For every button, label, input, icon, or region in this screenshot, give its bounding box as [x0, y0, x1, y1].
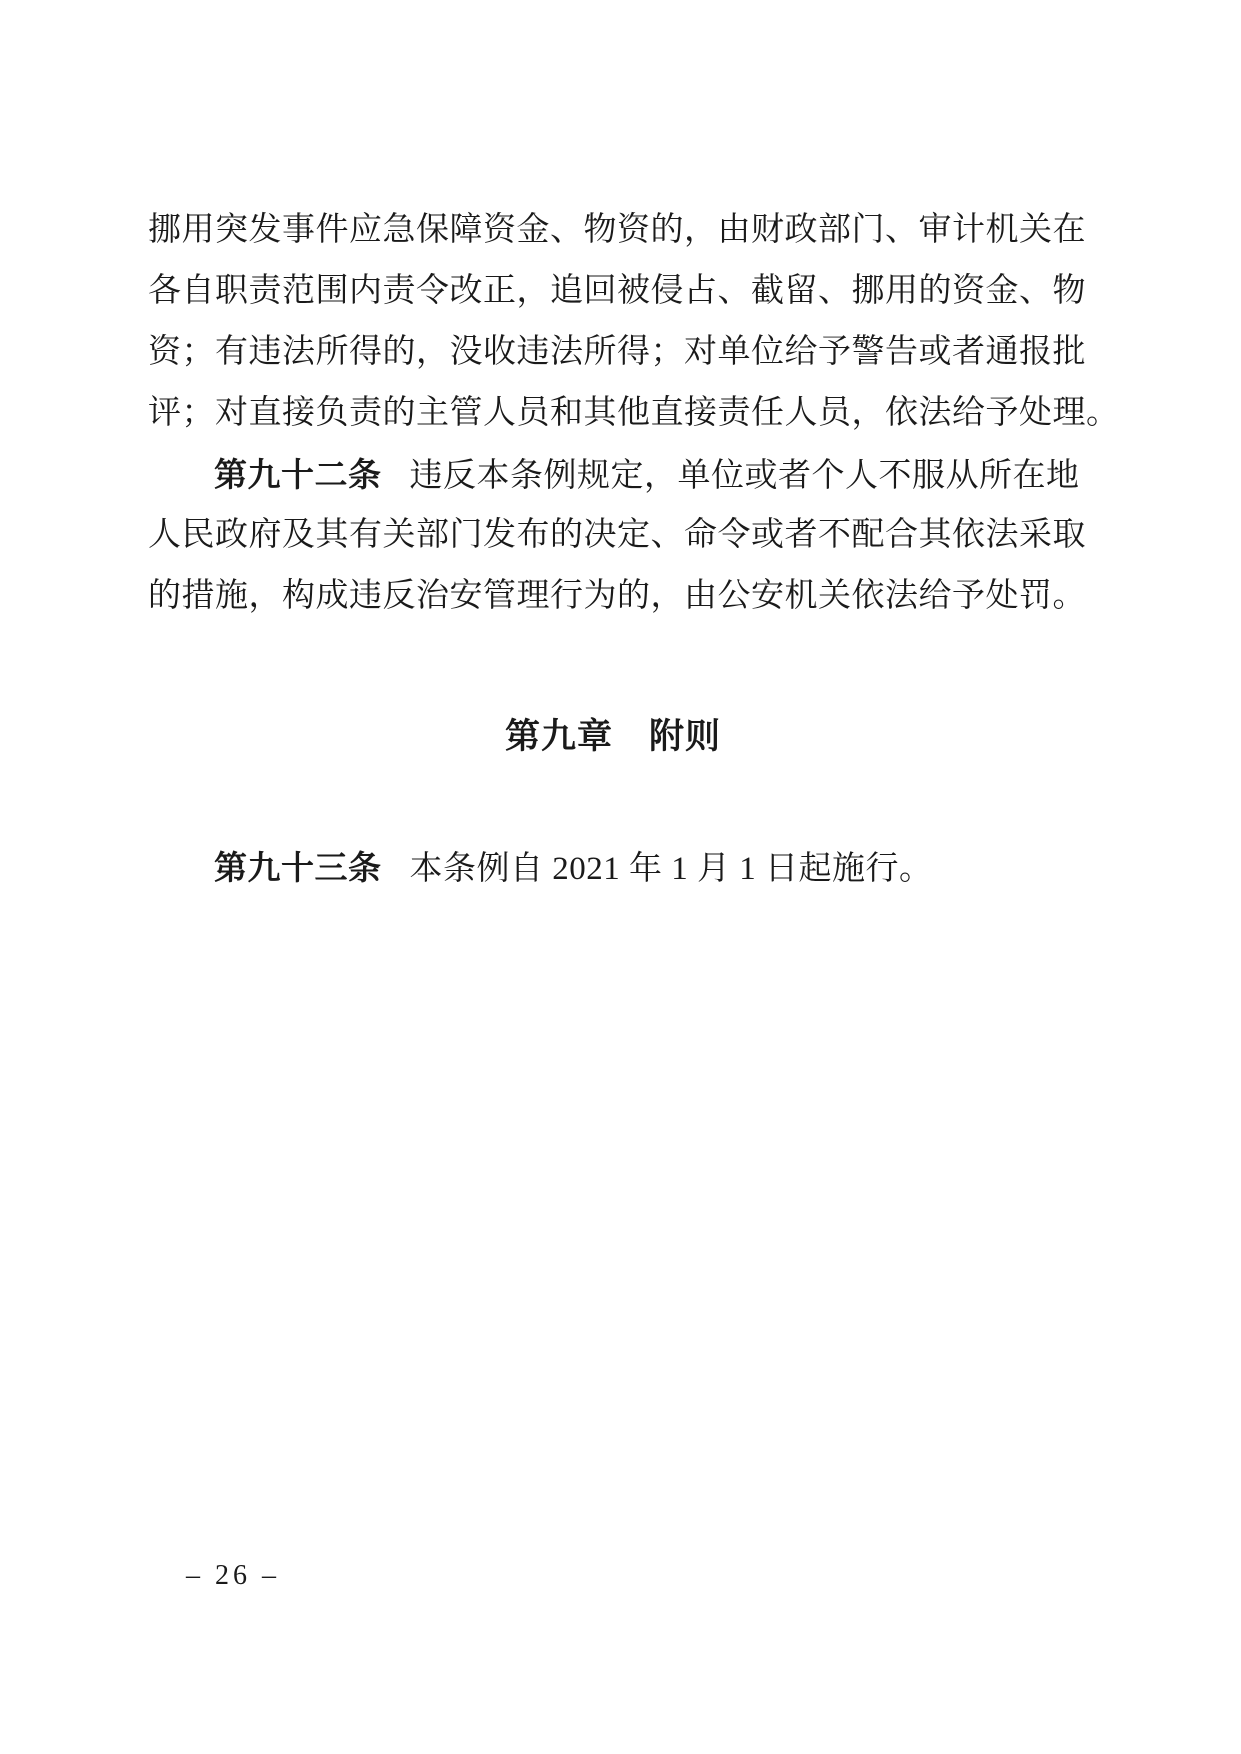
article-93-line: [148, 837, 1078, 898]
article-93-text: 本条例自 2021 年 1 月 1 日起施行。: [409, 851, 933, 887]
article-92-first-line: [148, 444, 1078, 505]
document-body: [148, 200, 1120, 898]
article-93-number: 第九十三条: [214, 849, 382, 886]
chapter-heading: 第九章 附则: [504, 717, 721, 756]
paragraph-line: 评；对直接负责的主管人员和其他直接责任人员，依法给予处理。: [148, 395, 1120, 431]
paragraph-line: 资；有违法所得的，没收违法所得；对单位给予警告或者通报批: [148, 334, 1086, 370]
paragraph-line: 挪用突发事件应急保障资金、物资的，由财政部门、审计机关在: [148, 212, 1086, 248]
article-92-number: 第九十二条: [214, 456, 382, 493]
page-number: – 26 –: [186, 1560, 280, 1591]
paragraph-line: 各自职责范围内责令改正，追回被侵占、截留、挪用的资金、物: [148, 273, 1086, 309]
paragraph-line: 人民政府及其有关部门发布的决定、命令或者不配合其依法采取: [148, 517, 1086, 553]
article-92-text: 违反本条例规定，单位或者个人不服从所在地: [409, 458, 1080, 494]
paragraph-line: 的措施，构成违反治安管理行为的，由公安机关依法给予处罚。: [148, 578, 1086, 614]
